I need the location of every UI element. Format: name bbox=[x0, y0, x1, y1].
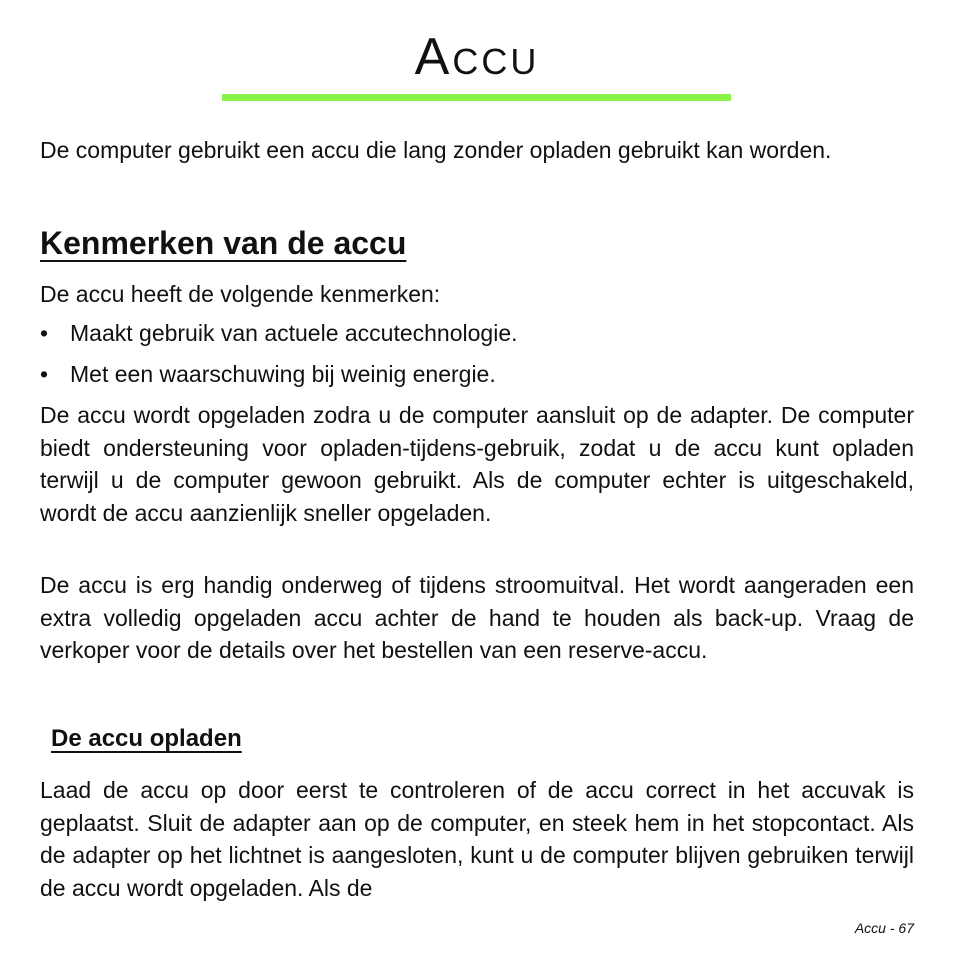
bullet-icon: • bbox=[40, 320, 49, 346]
travel-paragraph: De accu is erg handig onderweg of tijdens stroomuitval. Het wordt aangeraden een extra volledig opgeladen accu achter de hand te houden als back-up. Vraag de verkoper voor de details over het bestellen van een reserve-accu. bbox=[40, 572, 914, 663]
page-number: 67 bbox=[898, 920, 914, 936]
charging-instructions-paragraph: Laad de accu op door eerst te controleren of de accu correct in het accuvak is geplaatst. Sluit de adapter aan op de computer, en steek hem in het stopcontact. Als de adapter op het lichtnet is aangesloten, kunt u de computer blijven gebruiken terwijl de accu wordt opgeladen. Als de bbox=[40, 777, 914, 901]
feature-list bbox=[40, 317, 914, 399]
list-item-text: Met een waarschuwing bij weinig energie. bbox=[70, 361, 496, 387]
section-lead: De accu heeft de volgende kenmerken: bbox=[40, 281, 441, 307]
page-title: Accu bbox=[414, 28, 540, 86]
section-heading: Kenmerken van de accu bbox=[40, 225, 407, 261]
intro-paragraph: De computer gebruikt een accu die lang zonder opladen gebruikt kan worden. bbox=[40, 137, 832, 163]
footer-section: Accu bbox=[854, 920, 886, 936]
subsection-heading: De accu opladen bbox=[51, 725, 242, 752]
bullet-icon: • bbox=[40, 361, 49, 387]
footer-separator: - bbox=[885, 920, 899, 936]
list-item bbox=[40, 317, 914, 358]
charging-paragraph: De accu wordt opgeladen zodra u de computer aansluit op de adapter. De computer biedt ondersteuning voor opladen-tijdens-gebruik, zodat u de accu kunt opladen terwijl u de computer gewoon gebruikt. Als de computer echter is uitgeschakeld, wordt de accu aanzienlijk sneller opgeladen. bbox=[40, 402, 914, 526]
title-underline-bar bbox=[222, 94, 731, 101]
page-footer bbox=[855, 918, 914, 938]
list-item-text: Maakt gebruik van actuele accutechnologie. bbox=[70, 320, 518, 346]
list-item bbox=[40, 358, 914, 399]
